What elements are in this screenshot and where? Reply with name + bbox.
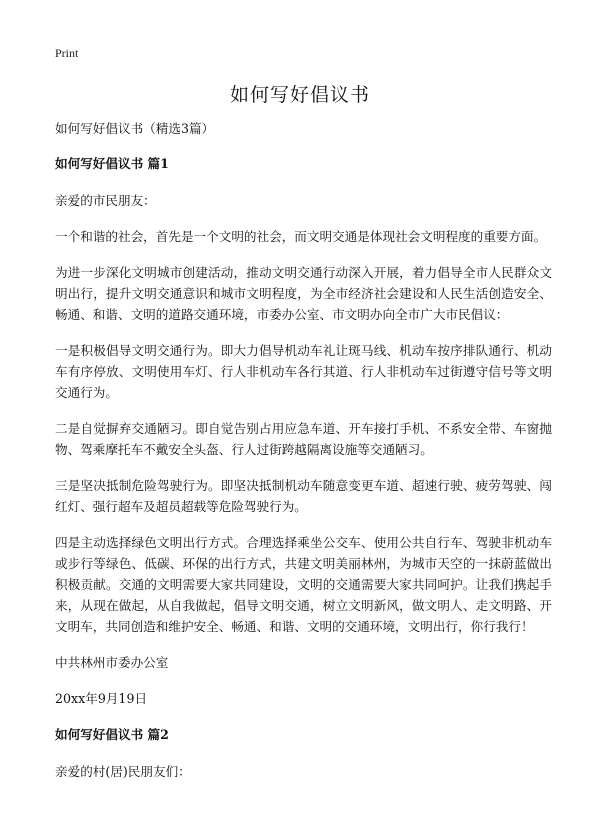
date: 20xx年9月19日 (55, 691, 148, 706)
paragraph: 三是坚决抵制危险驾驶行为。即坚决抵制机动车随意变更车道、超速行驶、疲劳驾驶、闯红灯、强行超车及超员超载等危险驾驶行为。 (55, 478, 552, 514)
document-body (55, 118, 552, 797)
paragraph: 一是积极倡导文明交通行为。即大力倡导机动车礼让斑马线、机动车按序排队通行、机动车有序停放、文明使用车灯、行人非机动车各行其道、行人非机动车过街遵守信号等文明交通行为。 (55, 343, 552, 400)
document-title: 如何写好倡议书 (229, 84, 370, 106)
section-2-greeting: 亲爱的村(居)民朋友们： (55, 764, 191, 779)
paragraph: 四是主动选择绿色文明出行方式。合理选择乘坐公交车、使用公共自行车、驾驶非机动车或步行等绿色、低碳、环保的出行方式，共建文明美丽林州，为城市天空的一抹蔚蓝做出积极贡献。交通的文明需要大家共同建设，文明的交通需要大家共同呵护。让我们携起手来，从现在做起，从自我做起，倡导文明交通，树立文明新风，做文明人、走文明路、开文明车，共同创造和维护安全、畅通、和谐、文明的交通环境，文明出行，你行我行！ (55, 535, 552, 634)
paragraph: 为进一步深化文明城市创建活动，推动文明交通行动深入开展，着力倡导全市人民群众文明出行，提升文明交通意识和城市文明程度，为全市经济社会建设和人民生活创造安全、畅通、和谐、文明的道路交通环境，市委办公室、市文明办向全市广大市民倡议： (55, 265, 552, 322)
print-label: Print (55, 46, 79, 60)
section-1-greeting: 亲爱的市民朋友： (55, 193, 156, 208)
section-2-heading: 如何写好倡议书 篇2 (55, 727, 169, 742)
document-subtitle: 如何写好倡议书（精选3篇） (55, 121, 215, 136)
paragraph: 一个和谐的社会，首先是一个文明的社会，而文明交通是体现社会文明程度的重要方面。 (55, 229, 547, 244)
signature: 中共林州市委办公室 (55, 655, 169, 670)
section-1-heading: 如何写好倡议书 篇1 (55, 156, 169, 171)
paragraph: 二是自觉摒弃交通陋习。即自觉告别占用应急车道、开车接打手机、不系安全带、车窗抛物、驾乘摩托车不戴安全头盔、行人过街跨越隔离设施等交通陋习。 (55, 421, 552, 457)
